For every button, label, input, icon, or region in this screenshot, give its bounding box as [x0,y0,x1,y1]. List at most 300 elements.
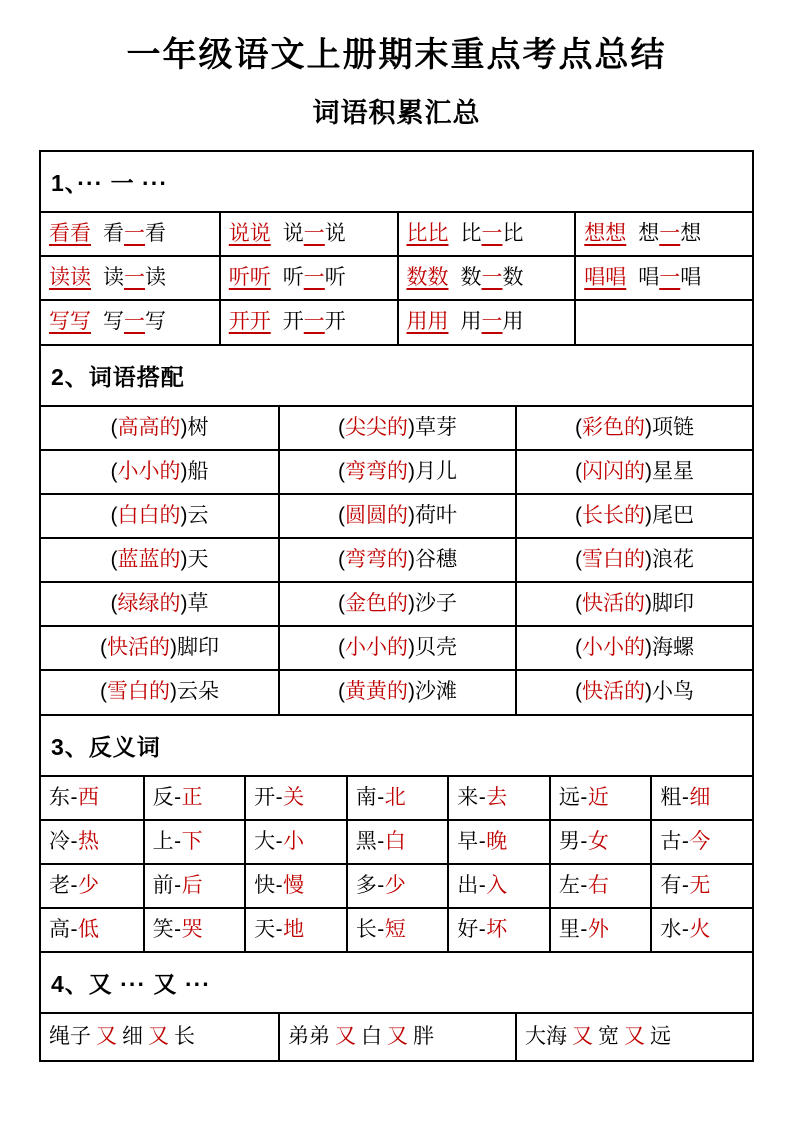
left-paren: ( [575,547,582,571]
second-char: 比 [502,222,524,246]
you-pattern-cell [41,1012,278,1060]
reduplication-cell [397,299,575,343]
doubled-word: 想想 [584,222,627,246]
one-char: 一 [481,266,503,290]
doubled-word: 读读 [49,266,91,290]
right-paren: ) [180,459,188,483]
antonym-cell [41,863,143,907]
reduplication-cell [397,255,575,299]
right-paren: ) [408,415,415,439]
word-b: 晚 [486,829,508,853]
antonym-grid [41,775,752,952]
one-char: 一 [303,266,325,290]
left-paren: ( [338,547,345,571]
first-char: 开 [282,310,304,334]
separator: - [275,829,284,853]
separator: - [174,785,182,809]
collocation-cell [41,669,278,713]
right-paren: ) [408,636,415,660]
word-a: 前 [152,873,175,897]
separator: - [681,917,690,941]
antonym-cell [549,863,651,907]
noun-word: 贝壳 [415,636,457,660]
left-paren: ( [575,592,582,616]
noun-word: 沙子 [415,592,457,616]
word-a: 多 [355,873,378,897]
modifier-word: 尖尖的 [345,415,408,439]
separator: - [174,873,182,897]
reduplication-cell [219,299,397,343]
reduplication-cell [219,255,397,299]
adjective-b: 长 [174,1025,195,1049]
word-a: 出 [457,873,479,897]
left-paren: ( [110,547,118,571]
collocation-cell [278,537,515,581]
modifier-word: 黄黄的 [345,680,408,704]
word-b: 小 [283,829,305,853]
right-paren: ) [645,547,652,571]
right-paren: ) [180,547,188,571]
noun-word: 谷穗 [415,547,457,571]
right-paren: ) [408,459,415,483]
noun-word: 草芽 [415,415,457,439]
separator: - [580,873,588,897]
separator: - [377,785,385,809]
modifier-word: 快活的 [107,636,170,660]
separator: - [174,917,182,941]
you-pattern-cell [515,1012,752,1060]
antonym-cell [447,775,549,819]
noun-word: 脚印 [652,592,694,616]
word-b: 去 [486,785,508,809]
antonym-cell [41,819,143,863]
doubled-word: 开开 [228,310,271,334]
one-char: 一 [124,222,145,246]
separator: - [580,785,588,809]
modifier-word: 小小的 [582,636,645,660]
word-a: 古 [660,829,682,853]
word-a: 天 [254,917,276,941]
right-paren: ) [645,636,652,660]
left-paren: ( [338,415,345,439]
first-char: 读 [103,266,124,290]
modifier-word: 快活的 [582,592,645,616]
antonym-cell [244,863,346,907]
antonym-cell [549,775,651,819]
modifier-word: 圆圆的 [345,503,408,527]
collocation-cell [278,405,515,449]
word-b: 入 [486,873,508,897]
collocation-cell [278,449,515,493]
right-paren: ) [645,459,652,483]
one-char: 一 [124,266,145,290]
left-paren: ( [338,680,345,704]
section1-heading: 1、··· 一 ··· [51,170,169,197]
reduplication-cell [397,211,575,255]
section3-heading: 3、反义词 [41,714,752,775]
doubled-word: 用用 [406,310,449,334]
separator: - [70,785,78,809]
section2-heading: 2、词语搭配 [41,344,752,405]
left-paren: ( [110,503,118,527]
word-a: 好 [457,917,479,941]
reduplication-cell [574,255,752,299]
reduplication-grid [41,211,752,343]
collocation-cell [41,493,278,537]
reduplication-cell [219,211,397,255]
right-paren: ) [180,592,188,616]
collocation-cell [41,405,278,449]
word-b: 近 [587,785,610,809]
first-char: 比 [460,222,482,246]
collocation-cell [278,625,515,669]
noun-word: 海螺 [652,636,694,660]
modifier-word: 蓝蓝的 [117,547,181,571]
collocation-cell [278,493,515,537]
word-a: 男 [558,829,581,853]
right-paren: ) [180,415,188,439]
one-char: 一 [659,222,681,246]
one-char: 一 [303,222,325,246]
word-b: 北 [384,785,407,809]
antonym-cell [549,819,651,863]
left-paren: ( [338,503,345,527]
word-b: 地 [283,917,305,941]
adjective-a: 宽 [598,1025,619,1049]
separator: - [377,873,385,897]
reduplication-cell [41,299,219,343]
word-a: 远 [558,785,581,809]
right-paren: ) [645,680,652,704]
collocation-cell [515,581,752,625]
you-pattern-grid [41,1012,752,1060]
collocation-cell [515,405,752,449]
right-paren: ) [408,680,415,704]
word-b: 下 [181,829,204,853]
word-b: 低 [78,917,100,941]
modifier-word: 雪白的 [582,547,645,571]
one-char: 一 [124,310,145,334]
antonym-cell [244,907,346,951]
word-a: 南 [355,785,378,809]
word-a: 里 [558,917,581,941]
right-paren: ) [408,547,415,571]
one-char: 一 [481,310,503,334]
collocation-cell [41,625,278,669]
word-a: 有 [660,873,682,897]
second-char: 听 [324,266,346,290]
antonym-cell [650,863,752,907]
antonym-cell [41,775,143,819]
word-a: 粗 [660,785,682,809]
word-a: 黑 [355,829,378,853]
word-b: 后 [181,873,204,897]
word-b: 女 [587,829,610,853]
second-char: 用 [502,310,524,334]
modifier-word: 弯弯的 [345,547,408,571]
word-b: 西 [78,785,100,809]
modifier-word: 长长的 [582,503,645,527]
noun-word: 天 [187,547,209,571]
antonym-cell [346,907,448,951]
left-paren: ( [110,415,118,439]
antonym-cell [143,775,245,819]
collocation-cell [515,625,752,669]
right-paren: ) [408,592,415,616]
collocation-cell [41,537,278,581]
first-char: 听 [282,266,304,290]
word-b: 正 [181,785,204,809]
antonym-cell [447,819,549,863]
noun-word: 云朵 [177,680,219,704]
adjective-b: 胖 [413,1025,434,1049]
word-b: 火 [689,917,711,941]
first-char: 写 [103,310,124,334]
doubled-word: 说说 [228,222,271,246]
right-paren: ) [645,503,652,527]
you-pattern-cell [278,1012,515,1060]
page-title: 一年级语文上册期末重点考点总结 [126,36,667,74]
you-char: 又 [96,1025,117,1049]
separator: - [478,785,487,809]
separator: - [275,785,284,809]
you-char: 又 [572,1025,593,1049]
right-paren: ) [408,503,415,527]
collocation-cell [278,581,515,625]
separator: - [377,829,385,853]
word-a: 水 [660,917,682,941]
doubled-word: 听听 [228,266,271,290]
separator: - [580,917,588,941]
noun-word: 荷叶 [415,503,457,527]
collocation-grid [41,405,752,714]
collocation-cell [515,493,752,537]
left-paren: ( [575,503,582,527]
collocation-cell [41,449,278,493]
antonym-cell [447,863,549,907]
second-char: 数 [502,266,524,290]
right-paren: ) [645,415,652,439]
modifier-word: 快活的 [582,680,645,704]
separator: - [478,917,487,941]
you-char: 又 [624,1025,645,1049]
left-paren: ( [110,459,118,483]
left-paren: ( [575,459,582,483]
noun-word: 脚印 [177,636,219,660]
reduplication-cell [574,299,752,343]
word-b: 今 [689,829,711,853]
separator: - [580,829,588,853]
antonym-cell [650,775,752,819]
word-a: 长 [355,917,378,941]
word-a: 来 [457,785,479,809]
word-b: 慢 [283,873,305,897]
modifier-word: 白白的 [117,503,181,527]
subject-word: 弟弟 [288,1025,330,1049]
second-char: 唱 [680,266,702,290]
antonym-cell [650,819,752,863]
separator: - [681,829,690,853]
word-b: 坏 [486,917,508,941]
word-b: 少 [384,873,407,897]
one-char: 一 [303,310,325,334]
modifier-word: 彩色的 [582,415,645,439]
second-char: 读 [145,266,166,290]
separator: - [70,829,78,853]
antonym-cell [41,907,143,951]
second-char: 开 [324,310,346,334]
word-a: 高 [49,917,71,941]
antonym-cell [244,775,346,819]
modifier-word: 金色的 [345,592,408,616]
antonym-cell [346,775,448,819]
doubled-word: 写写 [49,310,91,334]
separator: - [681,873,690,897]
adjective-a: 白 [361,1025,382,1049]
collocation-cell [278,669,515,713]
reduplication-cell [41,211,219,255]
word-a: 反 [152,785,175,809]
summary-table [39,150,754,1062]
page-subtitle: 词语积累汇总 [312,98,481,129]
collocation-cell [41,581,278,625]
collocation-cell [515,669,752,713]
left-paren: ( [575,415,582,439]
noun-word: 项链 [652,415,694,439]
doubled-word: 数数 [406,266,449,290]
antonym-cell [143,819,245,863]
doubled-word: 看看 [49,222,91,246]
word-b: 右 [587,873,610,897]
right-paren: ) [170,636,177,660]
adjective-b: 远 [650,1025,671,1049]
word-b: 热 [78,829,100,853]
separator: - [174,829,182,853]
collocation-cell [515,449,752,493]
word-a: 左 [558,873,581,897]
right-paren: ) [645,592,652,616]
separator: - [681,785,690,809]
right-paren: ) [170,680,177,704]
word-b: 短 [384,917,407,941]
left-paren: ( [100,680,107,704]
separator: - [478,873,487,897]
modifier-word: 弯弯的 [345,459,408,483]
noun-word: 云 [187,503,209,527]
right-paren: ) [180,503,188,527]
antonym-cell [447,907,549,951]
word-a: 东 [49,785,71,809]
you-char: 又 [335,1025,356,1049]
doubled-word: 比比 [406,222,449,246]
second-char: 看 [145,222,166,246]
modifier-word: 绿绿的 [117,592,181,616]
left-paren: ( [338,592,345,616]
second-char: 说 [324,222,346,246]
first-char: 数 [460,266,482,290]
reduplication-cell [41,255,219,299]
antonym-cell [143,863,245,907]
you-char: 又 [148,1025,169,1049]
antonym-cell [650,907,752,951]
separator: - [70,917,78,941]
word-b: 少 [78,873,100,897]
section4-heading: 4、又 ··· 又 ··· [41,951,752,1012]
subject-word: 绳子 [49,1025,91,1049]
word-b: 哭 [181,917,204,941]
second-char: 写 [145,310,166,334]
noun-word: 月儿 [415,459,457,483]
antonym-cell [244,819,346,863]
left-paren: ( [338,459,345,483]
left-paren: ( [575,636,582,660]
modifier-word: 高高的 [117,415,181,439]
separator: - [377,917,385,941]
first-char: 唱 [638,266,660,290]
noun-word: 小鸟 [652,680,694,704]
subject-word: 大海 [525,1025,567,1049]
separator: - [70,873,78,897]
modifier-word: 小小的 [117,459,181,483]
noun-word: 星星 [652,459,694,483]
separator: - [275,873,284,897]
word-a: 大 [254,829,276,853]
word-a: 开 [254,785,276,809]
adjective-a: 细 [122,1025,143,1049]
modifier-word: 闪闪的 [582,459,645,483]
word-b: 白 [384,829,407,853]
noun-word: 浪花 [652,547,694,571]
word-a: 冷 [49,829,71,853]
separator: - [478,829,487,853]
one-char: 一 [659,266,681,290]
left-paren: ( [338,636,345,660]
modifier-word: 小小的 [345,636,408,660]
reduplication-cell [574,211,752,255]
you-char: 又 [387,1025,408,1049]
word-a: 快 [254,873,276,897]
word-a: 早 [457,829,479,853]
first-char: 看 [103,222,124,246]
second-char: 想 [680,222,702,246]
separator: - [275,917,284,941]
first-char: 用 [460,310,482,334]
antonym-cell [143,907,245,951]
antonym-cell [346,819,448,863]
left-paren: ( [110,592,118,616]
noun-word: 草 [187,592,209,616]
antonym-cell [346,863,448,907]
word-a: 老 [49,873,71,897]
word-b: 外 [587,917,610,941]
word-b: 细 [689,785,711,809]
left-paren: ( [575,680,582,704]
first-char: 说 [282,222,304,246]
antonym-cell [549,907,651,951]
one-char: 一 [481,222,503,246]
noun-word: 尾巴 [652,503,694,527]
word-a: 上 [152,829,175,853]
modifier-word: 雪白的 [107,680,170,704]
left-paren: ( [100,636,107,660]
word-b: 无 [689,873,711,897]
doubled-word: 唱唱 [584,266,627,290]
noun-word: 沙滩 [415,680,457,704]
word-a: 笑 [152,917,175,941]
word-b: 关 [283,785,305,809]
noun-word: 树 [187,415,209,439]
collocation-cell [515,537,752,581]
